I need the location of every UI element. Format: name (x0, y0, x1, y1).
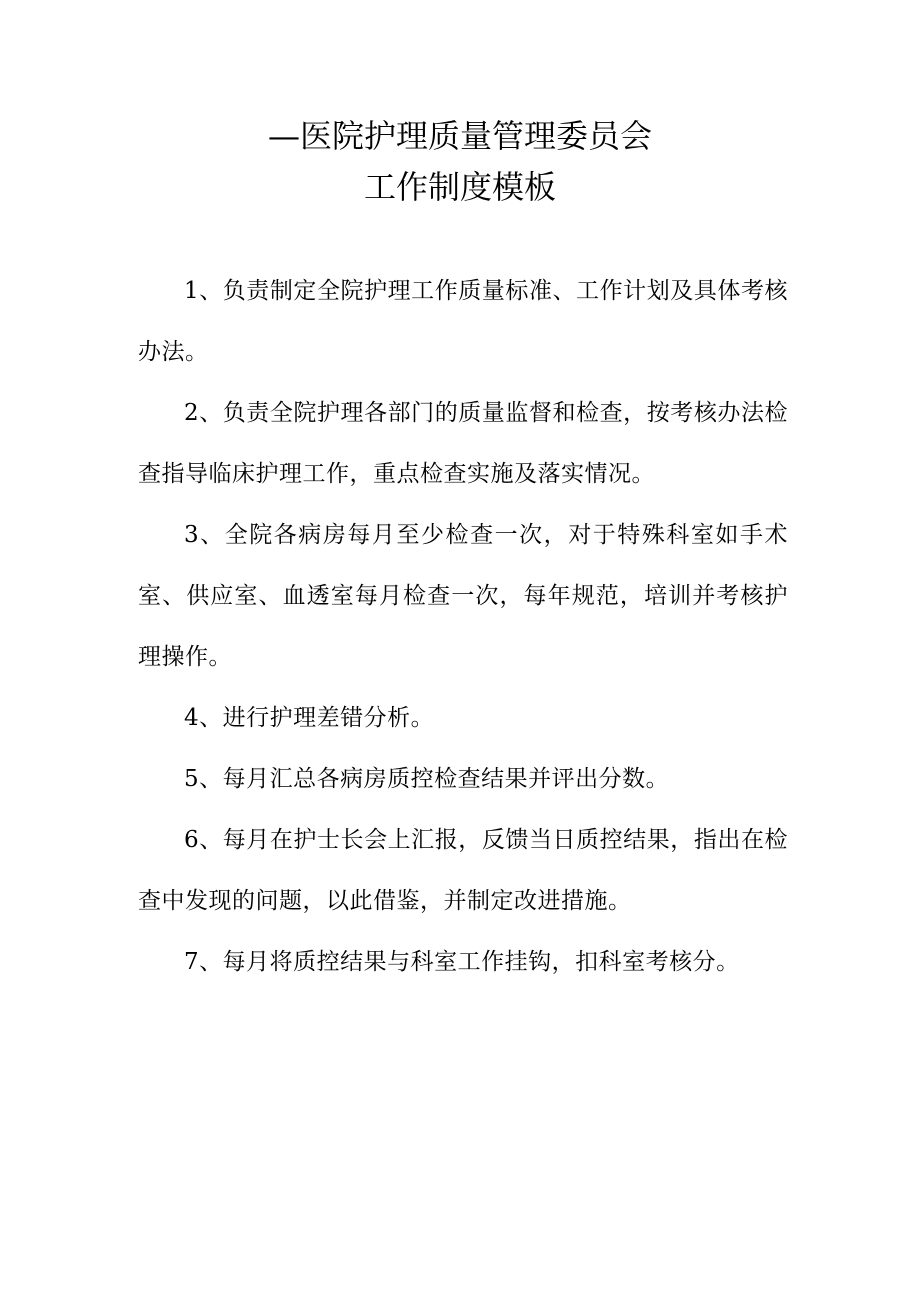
paragraph-5: 5、每月汇总各病房质控检查结果并评出分数。 (184, 766, 670, 792)
paragraph-3: 3、全院各病房每月至少检查一次，对于特殊科室如手术室、供应室、血透室每月检查一次，每年规范，培训并考核护理操作。 (138, 522, 788, 670)
document-title-line-1: —医院护理质量管理委员会 (267, 117, 652, 155)
document-body (138, 261, 788, 993)
document-title-line-2: 工作制度模板 (363, 168, 556, 206)
paragraph-7: 7、每月将质控结果与科室工作挂钩，扣科室考核分。 (184, 949, 740, 975)
paragraph-6: 6、每月在护士长会上汇报，反馈当日质控结果，指出在检查中发现的问题，以此借鉴，并制定改进措施。 (138, 827, 788, 914)
paragraph-1: 1、负责制定全院护理工作质量标准、工作计划及具体考核办法。 (138, 278, 788, 365)
paragraph-4: 4、进行护理差错分析。 (184, 705, 435, 731)
paragraph-2: 2、负责全院护理各部门的质量监督和检查，按考核办法检查指导临床护理工作，重点检查实施及落实情况。 (138, 400, 788, 487)
